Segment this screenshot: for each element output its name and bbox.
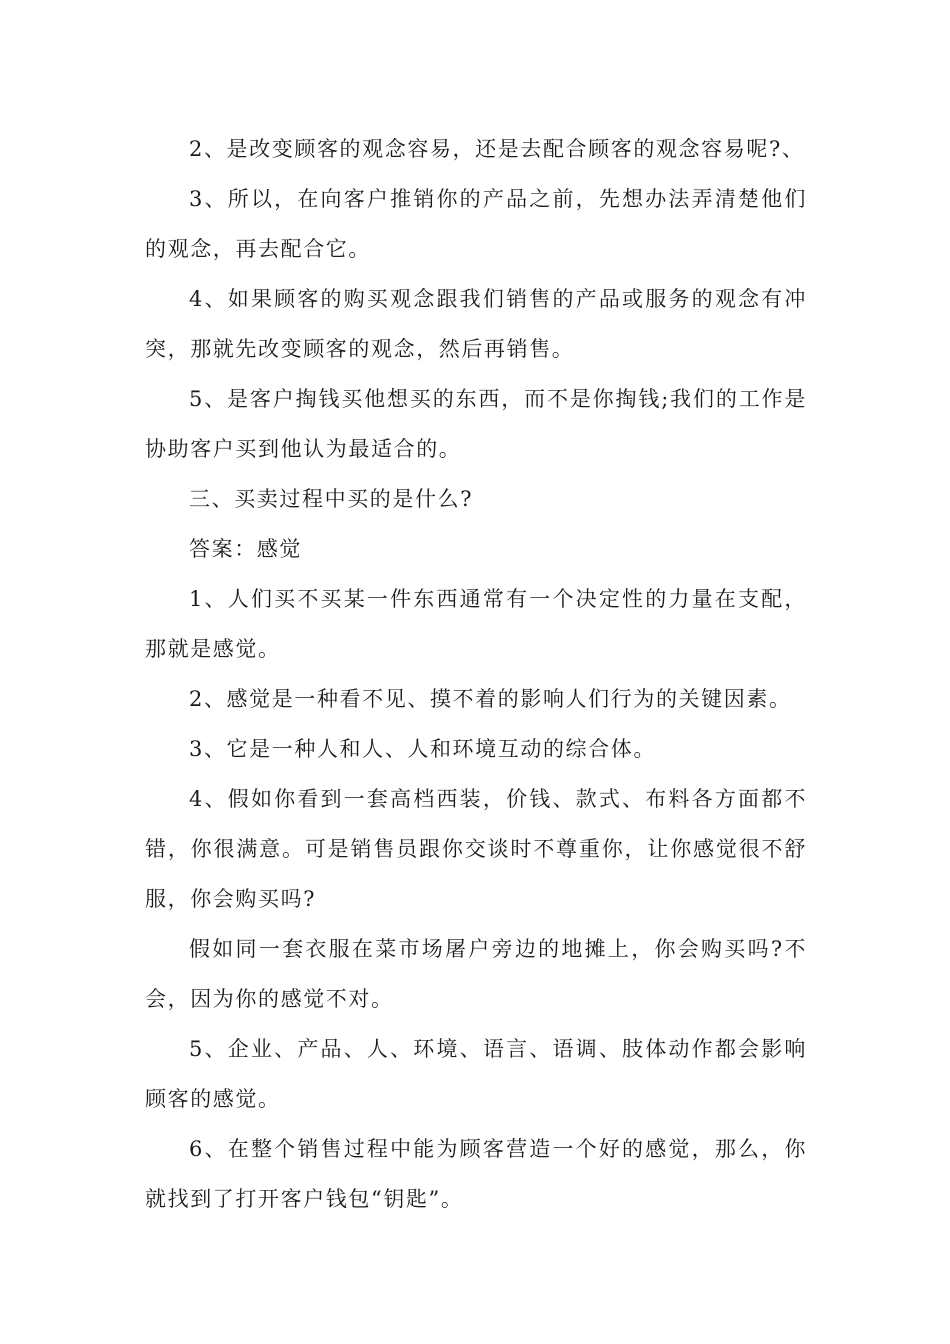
paragraph: 2、是改变顾客的观念容易，还是去配合顾客的观念容易呢?、: [189, 137, 805, 161]
answer-line: 答案：感觉: [189, 537, 302, 561]
paragraph: 4、假如你看到一套高档西装，价钱、款式、布料各方面都不错，你很满意。可是销售员跟你交谈时不尊重你，让你感觉很不舒服，你会购买吗?: [145, 787, 807, 911]
paragraph: 2、感觉是一种看不见、摸不着的影响人们行为的关键因素。: [189, 687, 792, 711]
paragraph: 5、企业、产品、人、环境、语言、语调、肢体动作都会影响顾客的感觉。: [145, 1037, 807, 1111]
paragraph: 3、所以，在向客户推销你的产品之前，先想办法弄清楚他们的观念，再去配合它。: [145, 187, 807, 261]
paragraph: 6、在整个销售过程中能为顾客营造一个好的感觉，那么，你就找到了打开客户钱包“钥匙”。: [145, 1137, 807, 1211]
document-body: [145, 124, 807, 1224]
paragraph: 5、是客户掏钱买他想买的东西，而不是你掏钱;我们的工作是协助客户买到他认为最适合的。: [145, 387, 807, 461]
section-heading: 三、买卖过程中买的是什么?: [189, 487, 474, 511]
paragraph: 1、人们买不买某一件东西通常有一个决定性的力量在支配，那就是感觉。: [145, 587, 807, 661]
paragraph: 4、如果顾客的购买观念跟我们销售的产品或服务的观念有冲突，那就先改变顾客的观念，然后再销售。: [145, 287, 807, 361]
paragraph: 假如同一套衣服在菜市场屠户旁边的地摊上，你会购买吗?不会，因为你的感觉不对。: [145, 937, 807, 1011]
paragraph: 3、它是一种人和人、人和环境互动的综合体。: [189, 737, 656, 761]
